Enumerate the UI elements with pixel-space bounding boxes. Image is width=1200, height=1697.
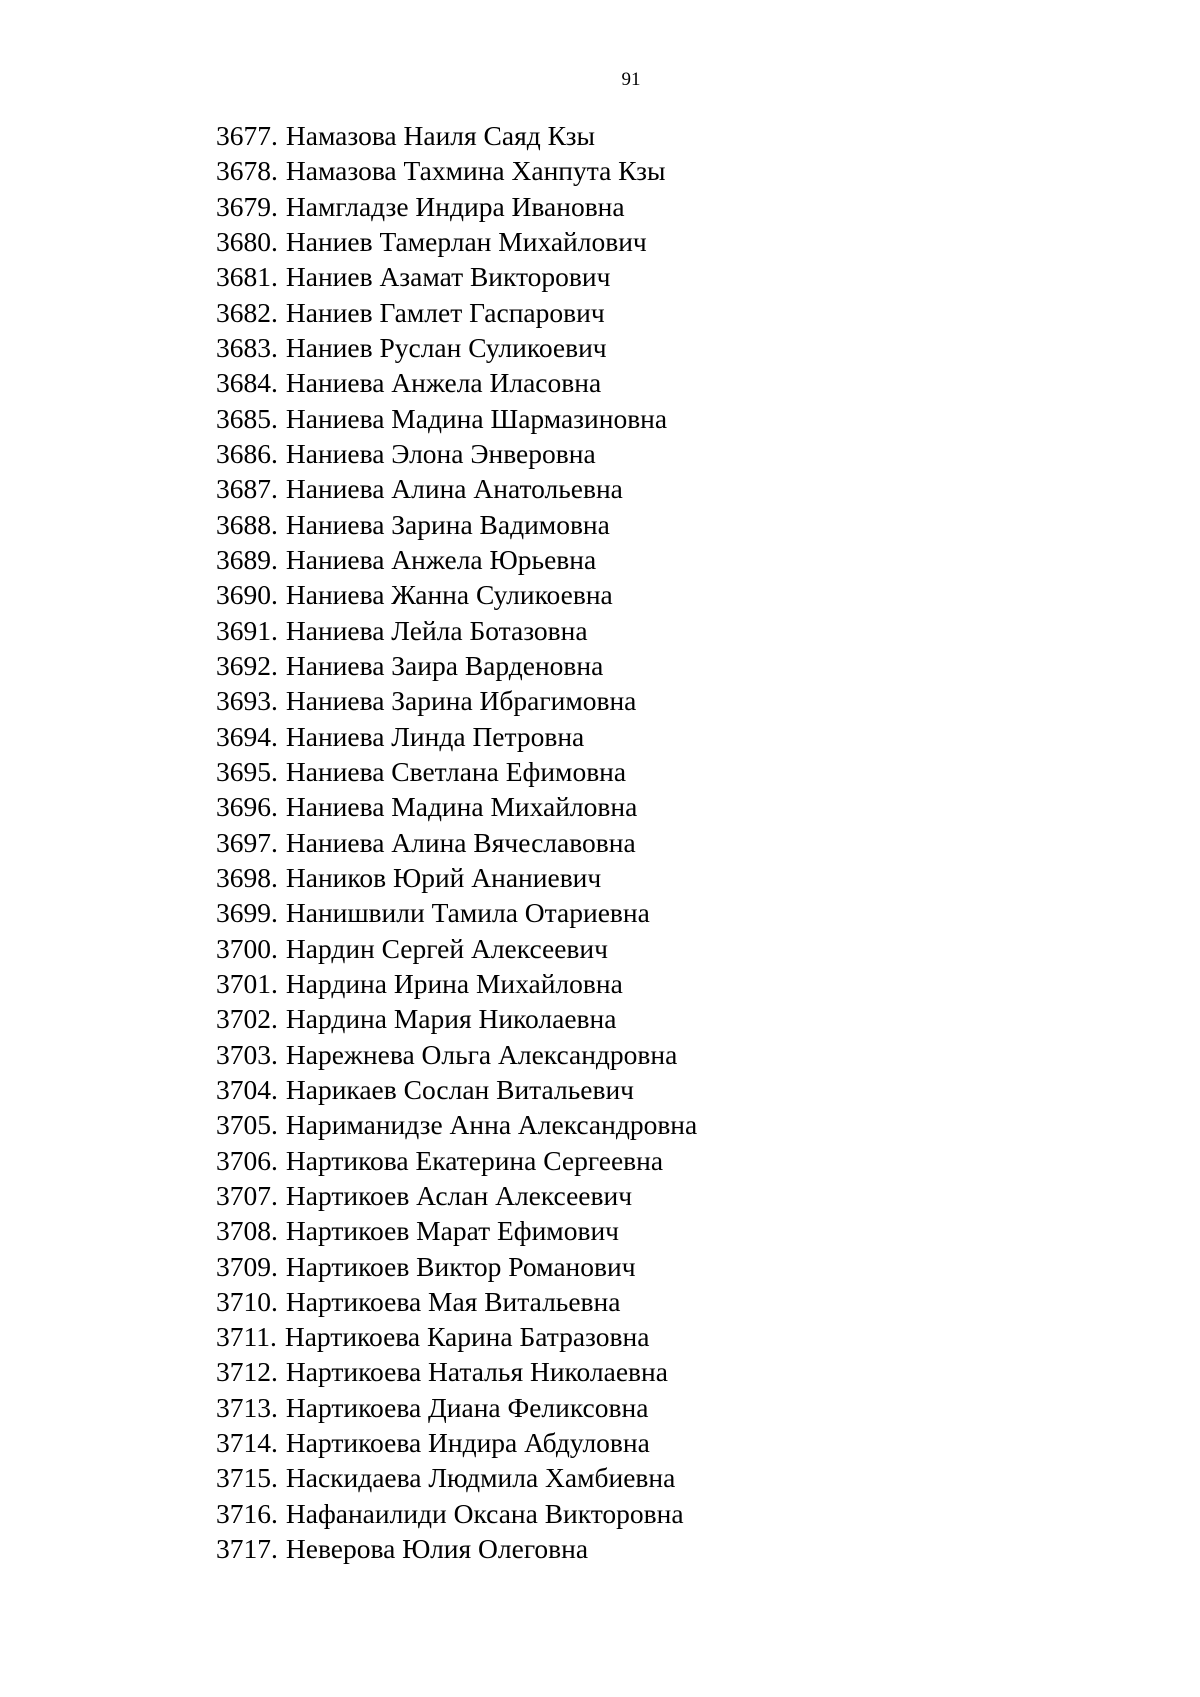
list-item [216,1072,697,1107]
entry-number: 3688. [216,508,278,540]
list-item [216,683,697,718]
entry-number: 3677. [216,120,278,151]
entry-full-name: Наниева Анжела Юрьевна [285,543,597,575]
entry-full-name: Наниева Алина Вячеславовна [285,826,636,858]
entry-number: 3698. [216,861,278,893]
entry-number: 3682. [216,296,278,328]
entry-number: 3715. [216,1462,278,1494]
entry-full-name: Нардина Мария Николаевна [285,1003,617,1035]
list-item [216,471,697,506]
list-item [216,1249,697,1284]
entry-full-name: Наниева Зарина Вадимовна [285,508,610,540]
entry-number: 3706. [216,1144,278,1176]
entry-full-name: Наниева Элона Энверовна [285,437,596,469]
list-item [216,1531,697,1566]
entry-number: 3678. [216,155,278,187]
entry-full-name: Нарежнева Ольга Александровна [285,1038,678,1070]
entry-full-name: Наниева Зарина Ибрагимовна [285,685,637,717]
entry-number: 3679. [216,190,278,222]
entry-full-name: Нариманидзе Анна Александровна [285,1109,698,1141]
list-item [216,542,697,577]
entry-number: 3712. [216,1356,278,1388]
entry-full-name: Наниева Анжела Иласовна [285,367,602,399]
entry-number: 3713. [216,1391,278,1423]
entry-number: 3716. [216,1497,278,1529]
list-item [216,1496,697,1531]
entry-full-name: Нардина Ирина Михайловна [285,967,623,999]
entry-full-name: Нартикоева Диана Феликсовна [285,1391,649,1423]
entry-number: 3700. [216,932,278,964]
entry-number: 3685. [216,402,278,434]
entry-full-name: Наниева Алина Анатольевна [285,473,623,505]
entry-number: 3692. [216,649,278,681]
list-item [216,577,697,612]
entry-number: 3683. [216,331,278,363]
entry-number: 3703. [216,1038,278,1070]
entry-full-name: Наскидаева Людмила Хамбиевна [285,1462,676,1494]
entry-full-name: Намгладзе Индира Ивановна [285,190,625,222]
entry-full-name: Намазова Наиля Саяд Кзы [285,120,595,151]
entry-full-name: Нартикова Екатерина Сергеевна [285,1144,664,1176]
list-item [216,1178,697,1213]
entry-number: 3696. [216,791,278,823]
entry-full-name: Наниев Азамат Викторович [285,261,611,293]
entry-number: 3714. [216,1427,278,1459]
entry-full-name: Наниева Линда Петровна [285,720,585,752]
list-item [216,1390,697,1425]
entry-full-name: Нартикоев Аслан Алексеевич [285,1179,633,1211]
list-item [216,1213,697,1248]
entry-number: 3702. [216,1003,278,1035]
list-item [216,966,697,1001]
entry-number: 3695. [216,755,278,787]
list-item [216,436,697,471]
entry-full-name: Наниева Светлана Ефимовна [285,755,627,787]
entry-number: 3697. [216,826,278,858]
name-list [216,118,697,1566]
entry-full-name: Наниева Мадина Шармазиновна [285,402,668,434]
list-item [216,1107,697,1142]
entry-number: 3690. [216,579,278,611]
entry-number: 3694. [216,720,278,752]
entry-full-name: Наниева Жанна Суликоевна [285,579,613,611]
list-item [216,825,697,860]
entry-full-name: Наниева Заира Варденовна [285,649,604,681]
list-item [216,931,697,966]
list-item [216,259,697,294]
entry-number: 3705. [216,1109,278,1141]
list-item [216,613,697,648]
entry-number: 3717. [216,1533,278,1565]
entry-number: 3704. [216,1073,278,1105]
entry-number: 3711. [216,1321,277,1353]
list-item [216,719,697,754]
list-item [216,1143,697,1178]
entry-number: 3699. [216,897,278,929]
list-item [216,789,697,824]
entry-number: 3693. [216,685,278,717]
entry-full-name: Неверова Юлия Олеговна [285,1533,589,1565]
list-item [216,1425,697,1460]
entry-full-name: Наниев Гамлет Гаспарович [285,296,605,328]
entry-full-name: Нартикоева Карина Батразовна [284,1321,650,1353]
entry-number: 3684. [216,367,278,399]
entry-full-name: Нанишвили Тамила Отариевна [285,897,650,929]
entry-number: 3709. [216,1250,278,1282]
entry-number: 3691. [216,614,278,646]
entry-number: 3708. [216,1215,278,1247]
list-item [216,895,697,930]
list-item [216,1319,697,1354]
list-item [216,189,697,224]
list-item [216,1460,697,1495]
list-item [216,754,697,789]
entry-number: 3686. [216,437,278,469]
entry-number: 3689. [216,543,278,575]
list-item [216,1001,697,1036]
list-item [216,507,697,542]
entry-full-name: Нартикоева Индира Абдуловна [285,1427,650,1459]
entry-number: 3681. [216,261,278,293]
entry-number: 3710. [216,1285,278,1317]
list-item [216,330,697,365]
list-item [216,118,697,153]
entry-full-name: Наниева Мадина Михайловна [285,791,638,823]
entry-full-name: Наников Юрий Ананиевич [285,861,602,893]
entry-number: 3680. [216,225,278,257]
entry-full-name: Нарикаев Сослан Витальевич [285,1073,634,1105]
list-item [216,153,697,188]
entry-full-name: Нартикоева Мая Витальевна [285,1285,621,1317]
entry-number: 3701. [216,967,278,999]
list-item [216,365,697,400]
list-item [216,860,697,895]
list-item [216,1354,697,1389]
entry-full-name: Нартикоев Марат Ефимович [285,1215,619,1247]
entry-full-name: Наниев Тамерлан Михайлович [285,225,647,257]
list-item [216,295,697,330]
list-item [216,401,697,436]
entry-number: 3707. [216,1179,278,1211]
entry-number: 3687. [216,473,278,505]
page-number: 91 [621,69,641,90]
entry-full-name: Наниев Руслан Суликоевич [285,331,607,363]
entry-full-name: Нардин Сергей Алексеевич [285,932,608,964]
list-item [216,224,697,259]
list-item [216,1284,697,1319]
entry-full-name: Нартикоев Виктор Романович [285,1250,636,1282]
entry-full-name: Намазова Тахмина Ханпута Кзы [285,155,666,187]
list-item [216,1037,697,1072]
entry-full-name: Нафанаилиди Оксана Викторовна [285,1497,684,1529]
entry-full-name: Наниева Лейла Ботазовна [285,614,588,646]
entry-full-name: Нартикоева Наталья Николаевна [285,1356,668,1388]
list-item [216,648,697,683]
